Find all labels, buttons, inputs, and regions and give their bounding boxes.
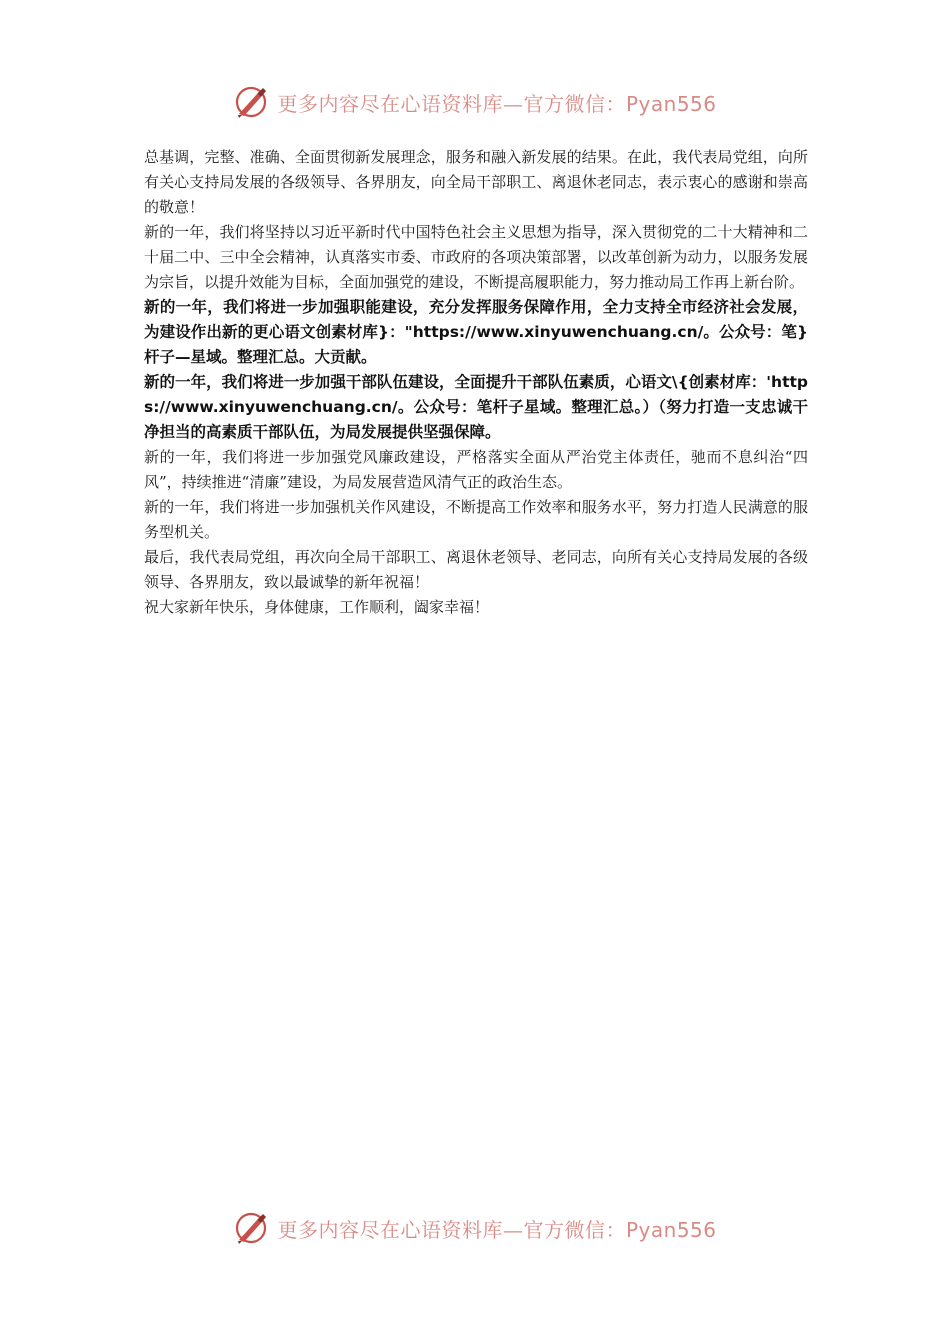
- watermark-wechat-id: Pyan556: [625, 91, 717, 116]
- pen-logo-icon: [233, 84, 269, 120]
- paragraph-7: 最后，我代表局党组，再次向全局干部职工、离退休老领导、老同志，向所有关心支持局发展的各级领导、各界朋友，致以最诚挚的新年祝福！: [144, 548, 808, 591]
- paragraph-6: 新的一年，我们将进一步加强机关作风建设，不断提高工作效率和服务水平，努力打造人民满意的服务型机关。: [144, 498, 808, 541]
- header-watermark: [0, 84, 950, 120]
- footer-watermark: [0, 1210, 950, 1246]
- watermark-text: [277, 88, 716, 117]
- pen-logo-icon: [233, 1210, 269, 1246]
- watermark-text: [277, 1214, 716, 1243]
- document-body: [144, 145, 808, 620]
- paragraph-2: 新的一年，我们将坚持以习近平新时代中国特色社会主义思想为指导，深入贯彻党的二十大精神和二十届二中、三中全会精神，认真落实市委、市政府的各项决策部署，以改革创新为动力，以服务发展为宗旨，以提升效能为目标，全面加强党的建设，不断提高履职能力，努力推动局工作再上新台阶。: [144, 223, 808, 291]
- paragraph-5: 新的一年，我们将进一步加强党风廉政建设，严格落实全面从严治党主体责任，驰而不息纠治“四风”，持续推进“清廉”建设，为局发展营造风清气正的政治生态。: [144, 448, 808, 491]
- paragraph-3: 新的一年，我们将进一步加强职能建设，充分发挥服务保障作用，全力支持全市经济社会发展，为建设作出新的更心语文创素材库}："https://www.xinyuwenchuang.cn/。公众号：笔}杆子—星域。整理汇总。大贡献。: [144, 298, 808, 366]
- paragraph-4: 新的一年，我们将进一步加强干部队伍建设，全面提升干部队伍素质，心语文\{创素材库：'https://www.xinyuwenchuang.cn/。公众号：笔杆子星域。整理汇总。）（努力打造一支忠诚干净担当的高素质干部队伍，为局发展提供坚强保障。: [144, 373, 808, 441]
- paragraph-8: 祝大家新年快乐，身体健康，工作顺利，阖家幸福！: [144, 598, 490, 616]
- watermark-cn-text: 更多内容尽在心语资料库—官方微信：: [277, 91, 626, 116]
- watermark-wechat-id: Pyan556: [625, 1217, 717, 1242]
- paragraph-1: 总基调，完整、准确、全面贯彻新发展理念，服务和融入新发展的结果。在此，我代表局党组，向所有关心支持局发展的各级领导、各界朋友，向全局干部职工、离退休老同志，表示衷心的感谢和崇高的敬意！: [144, 148, 808, 216]
- watermark-cn-text: 更多内容尽在心语资料库—官方微信：: [277, 1217, 626, 1242]
